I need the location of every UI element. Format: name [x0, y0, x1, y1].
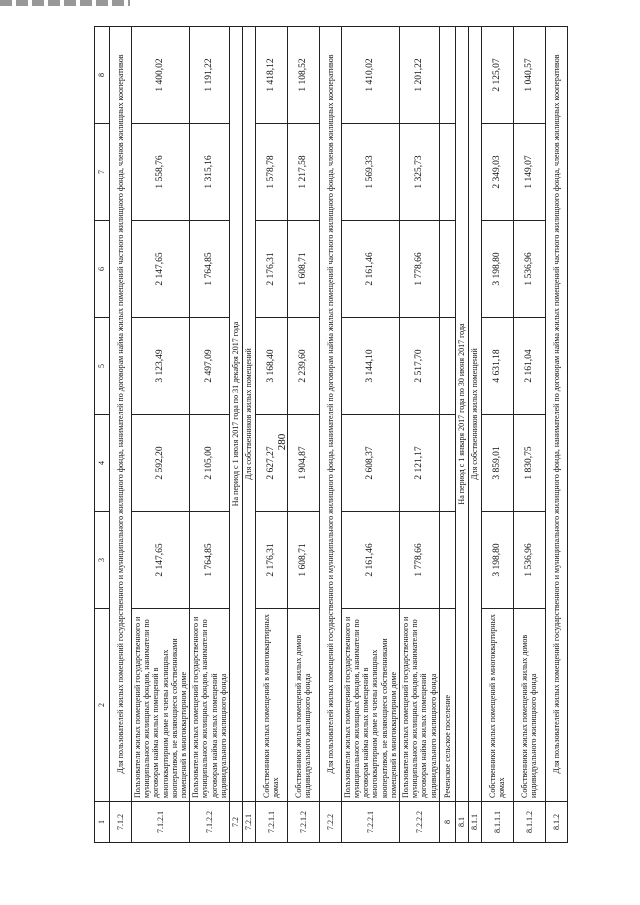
row-code: 7.2 — [229, 802, 242, 843]
table-row — [255, 27, 287, 843]
row-name: Пользователи жилых помещений государственного и муниципального жилищных фондов, наниматели по договорам найма жилых помещений индивидуального жилищного фонда — [400, 609, 440, 802]
value-cell: 2 176,31 — [255, 221, 287, 318]
value-cell: 1 191,22 — [190, 27, 230, 124]
table-row — [132, 27, 190, 843]
header-cell: 1 — [95, 802, 110, 843]
row-code: 7.2.1.2 — [287, 802, 319, 843]
row-code: 8.1.1.1 — [481, 802, 513, 843]
row-code: 7.2.1 — [242, 802, 255, 843]
value-cell: 2 105,00 — [190, 415, 230, 512]
value-cell: 1 608,71 — [287, 221, 319, 318]
table-row — [287, 27, 319, 843]
row-name: Пользователи жилых помещений государственного и муниципального жилищных фондов, наниматели по договорам найма жилых помещений в многоквартирном доме и члены жилищных кооперативов, не являющиеся собственниками помещений в многоквартирном доме — [341, 609, 399, 802]
table-row — [341, 27, 399, 843]
value-cell: 2 592,20 — [132, 415, 190, 512]
value-cell: 1 764,85 — [190, 512, 230, 609]
value-cell: 2 161,46 — [341, 221, 399, 318]
value-cell: 1 778,66 — [400, 221, 440, 318]
section-row — [468, 27, 481, 843]
value-cell: 3 198,80 — [481, 512, 513, 609]
header-row — [95, 27, 110, 843]
row-code: 7.1.2.2 — [190, 802, 230, 843]
table-row — [481, 27, 513, 843]
value-cell: 1 201,22 — [400, 27, 440, 124]
header-cell: 7 — [95, 124, 110, 221]
value-cell: 2 517,70 — [400, 318, 440, 415]
value-cell: 1 040,57 — [513, 27, 545, 124]
section-heading: Для собственников жилых помещений — [242, 27, 255, 802]
header-cell: 3 — [95, 512, 110, 609]
header-cell: 8 — [95, 27, 110, 124]
section-heading: Для пользователей жилых помещений государственного и муниципального жилищного фонда, нанимателей по договорам найма жилых помещений частного жилищного фонда, членов жилищных кооперативов — [319, 27, 341, 802]
value-cell: 1 536,96 — [513, 512, 545, 609]
page-number: 280 — [276, 433, 288, 451]
empty-cell — [439, 221, 455, 318]
value-cell: 4 631,18 — [481, 318, 513, 415]
value-cell: 3 144,10 — [341, 318, 399, 415]
value-cell: 1 578,78 — [255, 124, 287, 221]
empty-cell — [439, 124, 455, 221]
value-cell: 1 778,66 — [400, 512, 440, 609]
period-row — [229, 27, 242, 843]
value-cell: 2 497,09 — [190, 318, 230, 415]
scan-edge-mark — [0, 0, 130, 6]
row-name: Собственники жилых помещений жилых домов индивидуального жилищного фонда — [513, 609, 545, 802]
table-body — [95, 27, 568, 843]
value-cell: 1 536,96 — [513, 221, 545, 318]
value-cell: 2 161,46 — [341, 512, 399, 609]
section-row — [110, 27, 132, 843]
section-row — [545, 27, 567, 843]
value-cell: 2 627,27 — [255, 415, 287, 512]
value-cell: 1 325,73 — [400, 124, 440, 221]
rotated-table-wrapper — [94, 54, 561, 843]
row-name: Собственники жилых помещений в многоквартирных домах — [481, 609, 513, 802]
value-cell: 2 121,17 — [400, 415, 440, 512]
value-cell: 3 198,80 — [481, 221, 513, 318]
value-cell: 2 608,37 — [341, 415, 399, 512]
tariff-table — [94, 26, 568, 843]
value-cell: 1 149,07 — [513, 124, 545, 221]
row-code: 7.2.2 — [319, 802, 341, 843]
value-cell: 3 168,40 — [255, 318, 287, 415]
row-code: 7.2.1.1 — [255, 802, 287, 843]
row-name: Собственники жилых помещений в многоквартирных домах — [255, 609, 287, 802]
empty-cell — [439, 318, 455, 415]
value-cell: 1 315,16 — [190, 124, 230, 221]
section-row — [242, 27, 255, 843]
table-row — [400, 27, 440, 843]
table-row — [190, 27, 230, 843]
value-cell: 2 147,65 — [132, 512, 190, 609]
period-heading: На период с 1 января 2017 года по 30 июня 2017 года — [455, 27, 468, 802]
empty-cell — [439, 27, 455, 124]
section-heading: Для пользователей жилых помещений государственного и муниципального жилищного фонда, нанимателей по договорам найма жилых помещений частного жилищного фонда, членов жилищных кооперативов — [545, 27, 567, 802]
header-cell: 2 — [95, 609, 110, 802]
row-name: Пользователи жилых помещений государственного и муниципального жилищных фондов, наниматели по договорам найма жилых помещений индивидуального жилищного фонда — [190, 609, 230, 802]
row-code: 8.1.2 — [545, 802, 567, 843]
row-code: 8 — [439, 802, 455, 843]
value-cell: 1 904,87 — [287, 415, 319, 512]
header-cell: 5 — [95, 318, 110, 415]
value-cell: 1 558,76 — [132, 124, 190, 221]
place-row — [439, 27, 455, 843]
period-heading: На период с 1 июля 2017 года по 31 декабря 2017 года — [229, 27, 242, 802]
value-cell: 1 217,58 — [287, 124, 319, 221]
row-code: 8.1 — [455, 802, 468, 843]
value-cell: 1 418,12 — [255, 27, 287, 124]
section-heading: Для пользователей жилых помещений государственного и муниципального жилищного фонда, нанимателей по договорам найма жилых помещений частного жилищного фонда, членов жилищных кооперативов — [110, 27, 132, 802]
header-cell: 6 — [95, 221, 110, 318]
row-code: 8.1.1.2 — [513, 802, 545, 843]
row-code: 7.2.2.2 — [400, 802, 440, 843]
empty-cell — [439, 415, 455, 512]
value-cell: 1 410,02 — [341, 27, 399, 124]
value-cell: 2 161,04 — [513, 318, 545, 415]
header-cell: 4 — [95, 415, 110, 512]
value-cell: 1 830,75 — [513, 415, 545, 512]
value-cell: 2 239,60 — [287, 318, 319, 415]
row-code: 7.1.2 — [110, 802, 132, 843]
value-cell: 1 400,02 — [132, 27, 190, 124]
value-cell: 1 764,85 — [190, 221, 230, 318]
value-cell: 2 125,07 — [481, 27, 513, 124]
row-code: 7.2.2.1 — [341, 802, 399, 843]
row-name: Пользователи жилых помещений государственного и муниципального жилищных фондов, наниматели по договорам найма жилых помещений в многоквартирном доме и члены жилищных кооперативов, не являющиеся собственниками помещений в многоквартирном доме — [132, 609, 190, 802]
value-cell: 2 176,31 — [255, 512, 287, 609]
section-row — [319, 27, 341, 843]
value-cell: 2 147,65 — [132, 221, 190, 318]
value-cell: 3 859,01 — [481, 415, 513, 512]
row-name: Собственники жилых помещений жилых домов индивидуального жилищного фонда — [287, 609, 319, 802]
value-cell: 1 108,52 — [287, 27, 319, 124]
settlement-name: Реченское сельское поселение — [439, 609, 455, 802]
value-cell: 1 569,33 — [341, 124, 399, 221]
empty-cell — [439, 512, 455, 609]
row-code: 8.1.1 — [468, 802, 481, 843]
value-cell: 2 349,03 — [481, 124, 513, 221]
value-cell: 3 123,49 — [132, 318, 190, 415]
table-row — [513, 27, 545, 843]
period-row — [455, 27, 468, 843]
value-cell: 1 608,71 — [287, 512, 319, 609]
row-code: 7.1.2.1 — [132, 802, 190, 843]
section-heading: Для собственников жилых помещений — [468, 27, 481, 802]
